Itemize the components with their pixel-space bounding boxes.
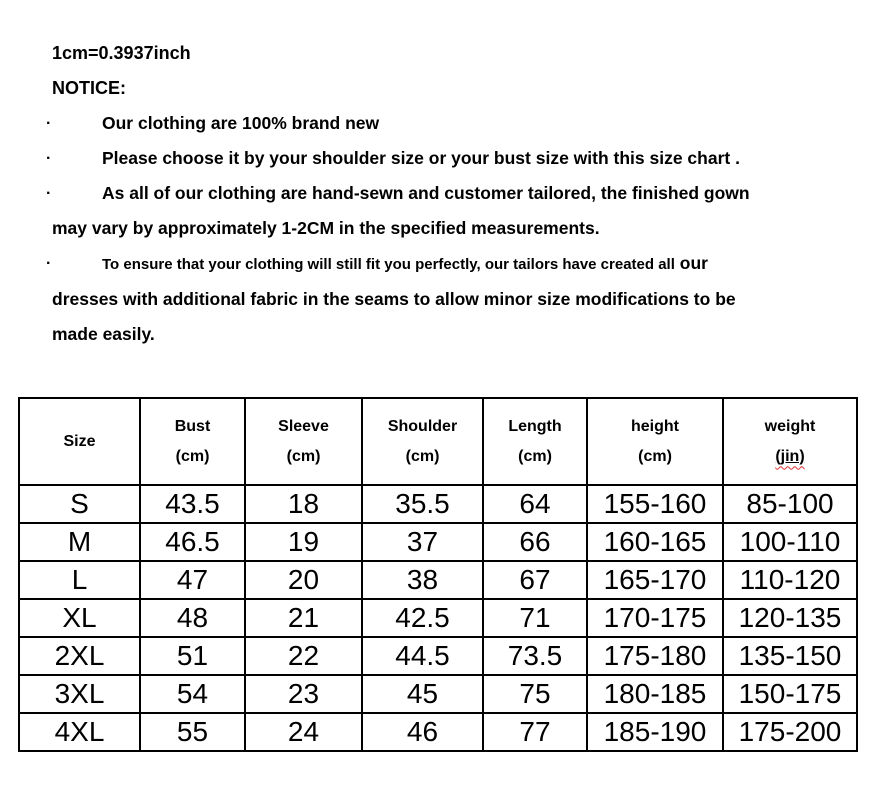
table-cell: 48 [140, 599, 245, 637]
table-cell: 55 [140, 713, 245, 751]
table-row [19, 485, 857, 523]
bullet-text-small: To ensure that your clothing will still fit you perfectly, our tailors have created all [102, 256, 675, 273]
bullet-dot-icon: · [46, 150, 52, 167]
header-cell-length [483, 398, 587, 485]
header-label: weight [764, 417, 816, 435]
table-cell: 24 [245, 713, 362, 751]
table-cell: 66 [483, 523, 587, 561]
table-cell: 37 [362, 523, 483, 561]
table-cell: 38 [362, 561, 483, 599]
notice-bullet-4 [46, 246, 832, 352]
table-row [19, 675, 857, 713]
table-cell: 35.5 [362, 485, 483, 523]
header-cell-shoulder [362, 398, 483, 485]
table-cell: 4XL [19, 713, 140, 751]
notice-heading: NOTICE: [52, 78, 126, 98]
bullet-dot-icon: · [46, 185, 52, 202]
bullet-text: Our clothing are 100% brand new [102, 113, 380, 133]
bullet-text-line [52, 246, 832, 282]
table-cell: 23 [245, 675, 362, 713]
table-cell: 22 [245, 637, 362, 675]
table-cell: 47 [140, 561, 245, 599]
table-cell: 180-185 [587, 675, 723, 713]
table-cell: 175-200 [723, 713, 857, 751]
table-cell: 44.5 [362, 637, 483, 675]
header-cell-bust [140, 398, 245, 485]
bullet-dot-icon: · [46, 115, 52, 132]
table-row [19, 713, 857, 751]
table-cell: 46.5 [140, 523, 245, 561]
header-cell-sleeve [245, 398, 362, 485]
table-cell: 20 [245, 561, 362, 599]
header-row [19, 398, 857, 485]
header-unit [724, 442, 856, 472]
table-cell: 18 [245, 485, 362, 523]
header-cell-height [587, 398, 723, 485]
header-unit-jin: (jin) [775, 447, 805, 465]
table-cell: 73.5 [483, 637, 587, 675]
header-cell-weight [723, 398, 857, 485]
header-label: height [631, 417, 679, 435]
table-cell: 19 [245, 523, 362, 561]
bullet-text-end: our [679, 253, 708, 273]
table-cell: 45 [362, 675, 483, 713]
header-label: Shoulder [387, 417, 458, 435]
table-cell: 46 [362, 713, 483, 751]
table-cell: 165-170 [587, 561, 723, 599]
table-row [19, 599, 857, 637]
conversion-note: 1cm=0.3937inch [52, 43, 191, 63]
table-row [19, 561, 857, 599]
header-unit: (cm) [405, 447, 440, 465]
header-label: Size [63, 432, 96, 450]
bullet-text-line: dresses with additional fabric in the seams to allow minor size modifications to be [52, 289, 736, 309]
table-cell: 85-100 [723, 485, 857, 523]
table-cell: 51 [140, 637, 245, 675]
table-cell: 3XL [19, 675, 140, 713]
table-cell: L [19, 561, 140, 599]
header-cell-size [19, 398, 140, 485]
bullet-text-line: may vary by approximately 1-2CM in the specified measurements. [52, 218, 600, 238]
table-cell: 54 [140, 675, 245, 713]
header-unit: (cm) [518, 447, 552, 465]
product-notice-document [0, 0, 832, 352]
table-cell: 42.5 [362, 599, 483, 637]
table-cell: 67 [483, 561, 587, 599]
header-unit: (cm) [638, 447, 672, 465]
table-row [19, 637, 857, 675]
notice-bullet-1 [46, 106, 832, 141]
size-chart-table [18, 397, 858, 752]
table-cell: 160-165 [587, 523, 723, 561]
table-cell: 120-135 [723, 599, 857, 637]
header-unit: (cm) [286, 447, 321, 465]
table-cell: 155-160 [587, 485, 723, 523]
table-cell: 100-110 [723, 523, 857, 561]
table-cell: 175-180 [587, 637, 723, 675]
table-cell: 75 [483, 675, 587, 713]
table-cell: 135-150 [723, 637, 857, 675]
header-unit: (cm) [175, 447, 210, 465]
notice-bullet-2 [46, 141, 832, 176]
header-label: Sleeve [278, 417, 329, 435]
bullet-dot-icon: · [46, 255, 52, 272]
bullet-text: Please choose it by your shoulder size or your bust size with this size chart . [102, 148, 740, 168]
table-cell: S [19, 485, 140, 523]
table-cell: 71 [483, 599, 587, 637]
notice-bullet-3 [46, 176, 832, 246]
table-cell: 110-120 [723, 561, 857, 599]
table-cell: 77 [483, 713, 587, 751]
table-cell: 185-190 [587, 713, 723, 751]
table-cell: 2XL [19, 637, 140, 675]
table-cell: 43.5 [140, 485, 245, 523]
table-cell: XL [19, 599, 140, 637]
header-label: Length [508, 417, 562, 435]
table-cell: 150-175 [723, 675, 857, 713]
bullet-text-line: made easily. [52, 324, 155, 344]
table-cell: M [19, 523, 140, 561]
table-cell: 64 [483, 485, 587, 523]
header-label: Bust [174, 417, 211, 435]
table-cell: 170-175 [587, 599, 723, 637]
size-chart-section [18, 397, 870, 752]
bullet-text-line: As all of our clothing are hand-sewn and customer tailored, the finished gown [102, 183, 750, 203]
table-row [19, 523, 857, 561]
table-cell: 21 [245, 599, 362, 637]
